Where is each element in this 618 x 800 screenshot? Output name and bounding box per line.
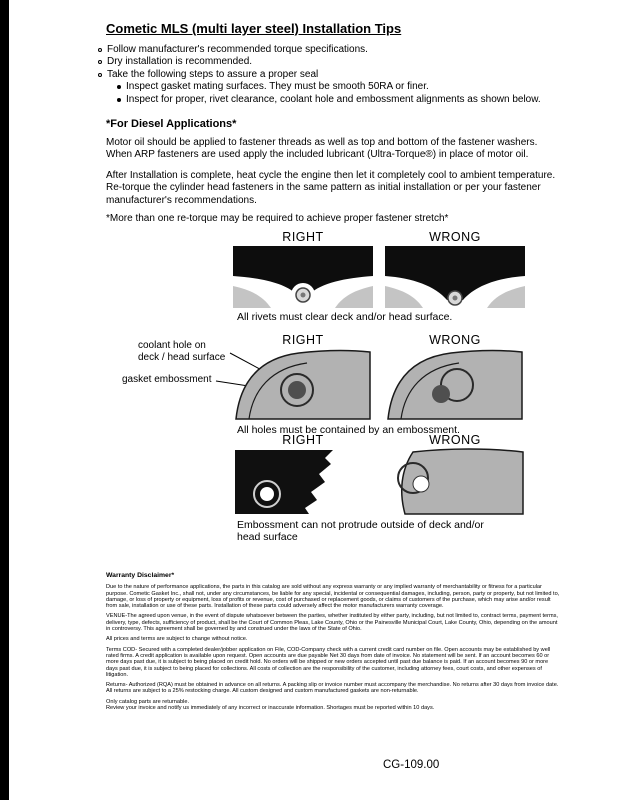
open-bullet-icon xyxy=(98,73,102,77)
filled-bullet-icon xyxy=(117,85,121,89)
warranty-heading: Warranty Disclaimer* xyxy=(106,572,175,579)
warranty-paragraph: All prices and terms are subject to change without notice. xyxy=(106,636,248,643)
wrong-label: WRONG xyxy=(429,433,481,447)
tip-text: Follow manufacturer's recommended torque specifications. xyxy=(107,44,368,55)
diagram-rivet-right xyxy=(233,246,373,308)
diesel-applications-heading: *For Diesel Applications* xyxy=(106,118,237,130)
diesel-paragraph-1: Motor oil should be applied to fastener threads as well as top and bottom of the fastener washers. When ARP fasteners are used apply the included lubricant (Ultra-Torque®) in place of motor oil. xyxy=(106,137,538,161)
gasket-embossment-label: gasket embossment xyxy=(122,374,212,385)
right-label: RIGHT xyxy=(282,230,324,244)
page-number: CG-109.00 xyxy=(383,759,440,771)
warranty-paragraph: Returns- Authorized (RQA) must be obtained in advance on all returns. A packing slip or invoice number must accompany the merchandise. No returns after 30 days from invoice date. All returns are subject to a 25% restocking charge. All custom designed and custom manufactured gaskets are non-returnable. xyxy=(106,682,559,695)
right-label: RIGHT xyxy=(282,433,324,447)
tip-text: Inspect gasket mating surfaces. They must be smooth 50RA or finer. xyxy=(126,81,429,93)
filled-bullet-icon xyxy=(117,98,121,102)
tip-text: Take the following steps to assure a proper seal xyxy=(107,68,319,80)
list-item xyxy=(98,69,568,81)
list-item xyxy=(98,44,568,56)
open-bullet-icon xyxy=(98,60,102,64)
coolant-hole-label: coolant hole on deck / head surface xyxy=(138,340,226,363)
warranty-paragraph: Due to the nature of performance applications, the parts in this catalog are sold without any express warranty or any implied warranty of merchantability or fitness for a particular purpose. Cometic Gasket Inc., shall not, under any circumstances, be liable for any special, incidental or consequential damages, including, person, party or property, but not limited to, damage, or loss of property or equipment, loss of profits or revenue, cost of purchased or replacement goods, or claims of customers of the purchase, which may arise and/or result from sale, installation or use of these parts. Installation of these parts could adversely affect the motor manufacturers warranty coverage. xyxy=(106,584,560,610)
diagram-rivet-wrong xyxy=(385,246,525,308)
embossment-caption: All holes must be contained by an embossment. xyxy=(237,424,460,436)
list-item xyxy=(117,94,568,106)
diagram-embossment-wrong xyxy=(385,448,525,516)
tip-text: Dry installation is recommended. xyxy=(107,56,253,68)
diagram-coolant-right xyxy=(233,348,373,421)
diagram-embossment-right xyxy=(233,448,373,516)
warranty-paragraph: Review your invoice and notify us immediately of any incorrect or inaccurate information. Shortages must be reported within 10 days. xyxy=(106,705,435,712)
wrong-label: WRONG xyxy=(429,333,481,347)
protrusion-caption: Embossment can not protrude outside of deck and/or head surface xyxy=(237,519,484,543)
page-left-border xyxy=(0,0,9,800)
page-title: Cometic MLS (multi layer steel) Installation Tips xyxy=(106,21,402,36)
installation-tips-list xyxy=(98,44,568,106)
warranty-disclaimer xyxy=(106,573,561,715)
warranty-paragraph: Only catalog parts are returnable. xyxy=(106,698,190,705)
diagram-coolant-wrong xyxy=(385,348,525,421)
diesel-paragraph-2: After Installation is complete, heat cycle the engine then let it completely cool to ambient temperature. Re-torque the cylinder head fasteners in the same pattern as initial installation or per your fastener manufacturer's recommendations. xyxy=(106,170,556,206)
warranty-paragraph: VENUE-The agreed upon venue, in the event of dispute whatsoever between the parties, whether instituted by either party, including, but not limited to, contract terms, payment terms, delivery, type, defects, sufficiency of product, shall be the Court of Common Pleas, Lake County, Ohio or the Painesville Municipal Court, Lake County, Ohio, depending on the amount in controversy. This agreement shall be governed by and construed under the laws of the State of Ohio. xyxy=(106,613,558,633)
list-item xyxy=(98,56,568,68)
right-label: RIGHT xyxy=(282,333,324,347)
open-bullet-icon xyxy=(98,48,102,52)
retorque-note: *More than one re-torque may be required to achieve proper fastener stretch* xyxy=(106,213,449,224)
rivet-caption: All rivets must clear deck and/or head surface. xyxy=(237,311,453,323)
list-item xyxy=(117,81,568,93)
wrong-label: WRONG xyxy=(429,230,481,244)
tip-text: Inspect for proper, rivet clearance, coolant hole and embossment alignments as shown below. xyxy=(126,93,541,105)
warranty-paragraph: Terms COD- Secured with a completed dealer/jobber application on File, COD-Company check with a current credit card number on file. Open accounts may be established by well rated firms. A credit application is available upon request. Open accounts are due payable Net 30 days from date of invoice. No statement will be sent. If an account becomes 60 or more days past due, it is subject to being placed on credit hold. No orders will be shipped or new orders accepted until past due balance is paid. If an account becomes 90 or more days past due, it is subject to being placed for collections. All costs of collection are the responsibility of the customer, including attorney fees, court costs, and other expenses of litigation. xyxy=(106,646,551,678)
